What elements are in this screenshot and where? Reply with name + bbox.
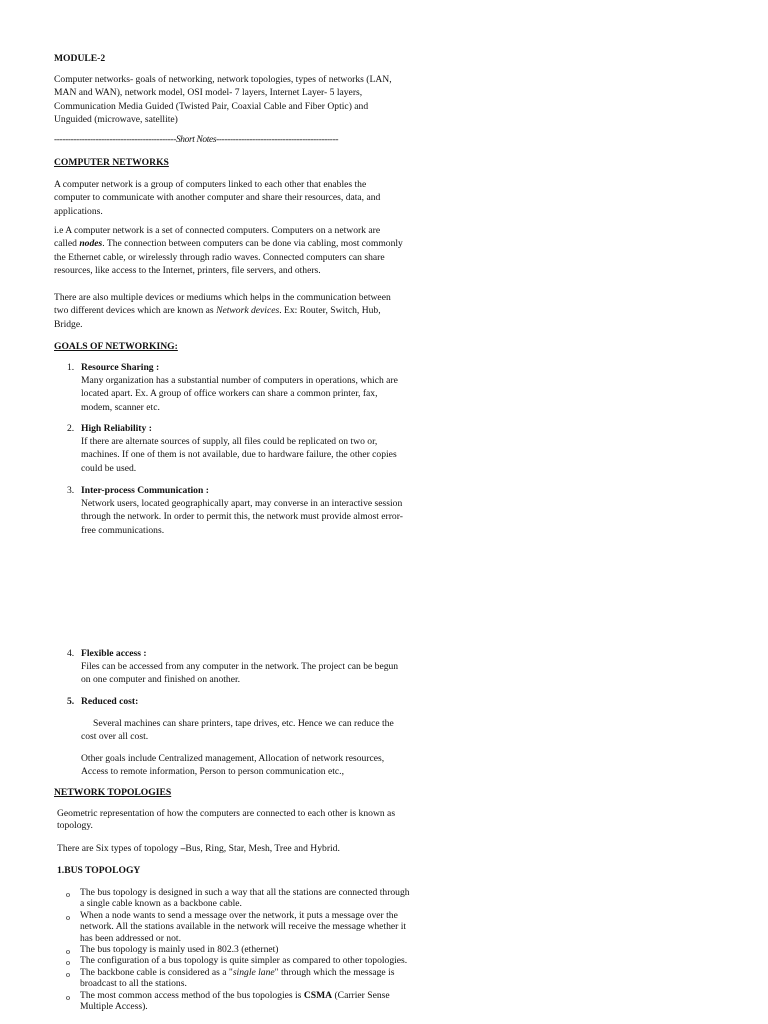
divider-right: -------------------------------------------- bbox=[216, 135, 339, 145]
module-title: MODULE-2 bbox=[54, 53, 106, 64]
short-notes-divider bbox=[54, 134, 404, 147]
bus-topology-list bbox=[58, 887, 410, 1012]
reduced-cost-body: Several machines can share printers, tape drives, etc. Hence we can reduce the cost over all cost. bbox=[81, 718, 394, 743]
goals-heading: GOALS OF NETWORKING: bbox=[54, 341, 178, 352]
bullet-circle-icon: o bbox=[66, 992, 70, 1002]
goal-title: High Reliability : bbox=[81, 423, 152, 434]
goal-title: Reduced cost: bbox=[81, 696, 139, 707]
bullet-circle-icon: o bbox=[66, 912, 70, 922]
cn-nodes-paragraph: i.e A computer network is a set of connected computers. Computers on a network are called nodes. The connection between computers can be done via cabling, most commonly the Ethernet cable, or wirelessly through radio waves. Connected computers can share resources, like access to the Internet, printers, file servers, and others. bbox=[54, 225, 403, 276]
syllabus-paragraph: Computer networks- goals of networking, network topologies, types of networks (LAN, MAN and WAN), network model, OSI model- 7 layers, Internet Layer- 5 layers, Communication Media Guided (Twisted Pair, Coaxial Cable and Fiber Optic) and Unguided (microwave, satellite) bbox=[54, 74, 392, 125]
list-item: o The most common access method of the bus topologies is CSMA (Carrier Sense Multiple Access). bbox=[66, 989, 390, 1013]
cn-definition-paragraph: A computer network is a group of computers linked to each other that enables the computer to communicate with another computer and share their resources, data, and applications. bbox=[54, 179, 381, 217]
goal-title: Inter-process Communication : bbox=[81, 485, 209, 496]
goal-number: 5. bbox=[67, 696, 75, 707]
network-topologies-heading: NETWORK TOPOLOGIES bbox=[54, 787, 172, 798]
goal-title: Resource Sharing : bbox=[81, 362, 160, 373]
bullet-circle-icon: o bbox=[66, 890, 70, 899]
bullet-circle-icon: o bbox=[66, 969, 70, 979]
bullet-circle-icon: o bbox=[66, 947, 70, 957]
goal-body: Network users, located geographically apart, may converse in an interactive session through the network. In order to permit this, the network must provide almost error-free communications. bbox=[81, 498, 403, 536]
goal-title: Flexible access : bbox=[81, 648, 147, 659]
goal-body: Many organization has a substantial number of computers in operations, which are located apart. Ex. A group of office workers can share a common printer, fax, modem, scanner etc. bbox=[81, 375, 398, 413]
cn-devices-paragraph: There are also multiple devices or mediums which helps in the communication between two different devices which are known as Network devices. Ex: Router, Switch, Hub, Bridge. bbox=[54, 292, 391, 330]
topology-definition: Geometric representation of how the computers are connected to each other is known as topology. bbox=[57, 808, 396, 831]
bullet-circle-icon: o bbox=[66, 958, 70, 968]
list-item: o When a node wants to send a message over the network, it puts a message over the network. All the stations available in the network will receive the message whether it has been addressed or not. bbox=[66, 909, 407, 944]
divider-left: -------------------------------------------- bbox=[54, 135, 176, 145]
computer-networks-heading: COMPUTER NETWORKS bbox=[54, 157, 169, 168]
bus-topology-heading: 1.BUS TOPOLOGY bbox=[57, 865, 141, 876]
list-item: o The backbone cable is considered as a "single lane" through which the message is broadcast to all the stations. bbox=[66, 966, 395, 990]
goal-number: 2. bbox=[67, 423, 75, 434]
goal-number: 4. bbox=[67, 648, 75, 659]
list-item: o The configuration of a bus topology is quite simpler as compared to other topologies. bbox=[66, 955, 408, 968]
goal-number: 1. bbox=[67, 362, 75, 373]
other-goals-paragraph: Other goals include Centralized management, Allocation of network resources, Access to remote information, Person to person communication etc., bbox=[81, 753, 385, 778]
goal-body: If there are alternate sources of supply, all files could be replicated on two or, machines. If one of them is not available, due to hardware failure, the other copies could be used. bbox=[81, 436, 397, 474]
list-item: o The bus topology is designed in such a way that all the stations are connected through a single cable known as a backbone cable. bbox=[66, 887, 410, 910]
topology-types: There are Six types of topology –Bus, Ring, Star, Mesh, Tree and Hybrid. bbox=[57, 843, 340, 854]
network-devices-term: Network devices bbox=[216, 305, 280, 317]
goal-number: 3. bbox=[67, 485, 75, 496]
goal-body: Files can be accessed from any computer in the network. The project can be begun on one computer and finished on another. bbox=[81, 661, 399, 686]
nodes-term: nodes bbox=[79, 238, 103, 250]
list-item: o The bus topology is mainly used in 802.3 (ethernet) bbox=[66, 944, 279, 957]
divider-label: Short Notes bbox=[175, 135, 217, 145]
